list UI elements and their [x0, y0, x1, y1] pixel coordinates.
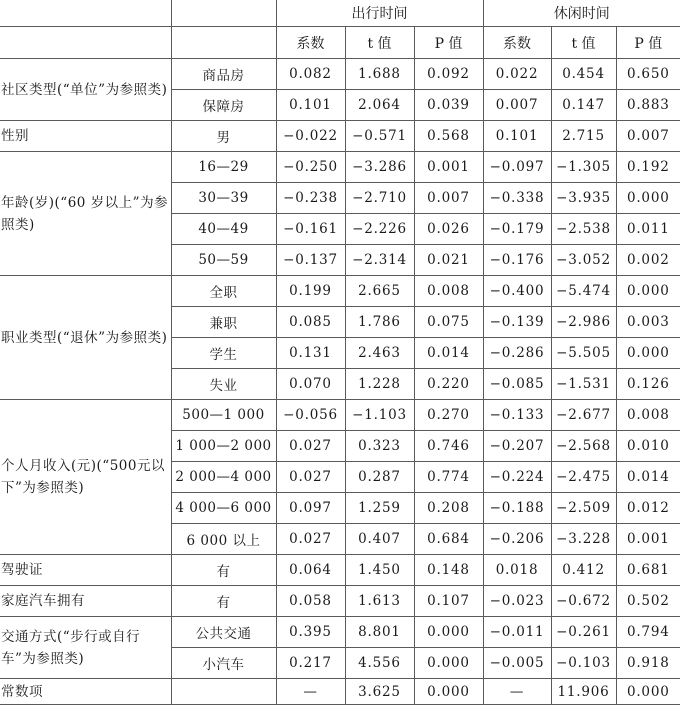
leisure-t-value-cell: 11.906	[551, 679, 616, 705]
leisure-coef-cell: −0.005	[483, 648, 551, 679]
table-row	[0, 152, 680, 183]
variable-label: 社区类型(“单位”为参照类)	[0, 59, 171, 121]
leisure-coef-cell: −0.224	[483, 462, 551, 493]
category-label: 兼职	[171, 307, 276, 338]
category-label: 4 000—6 000	[171, 493, 276, 524]
leisure-p-value-cell: 0.883	[616, 90, 680, 121]
travel-p-value-cell: 0.007	[414, 183, 483, 214]
header-blank	[0, 27, 171, 59]
travel-t-value-cell: −0.571	[345, 121, 414, 152]
leisure-coef-cell: −0.286	[483, 338, 551, 369]
leisure-coef-cell: −0.338	[483, 183, 551, 214]
leisure-t-value-cell: 2.715	[551, 121, 616, 152]
travel-p-value-cell: 0.039	[414, 90, 483, 121]
leisure-p-value-cell: 0.003	[616, 307, 680, 338]
leisure-p-value-cell: 0.192	[616, 152, 680, 183]
category-label: 50—59	[171, 245, 276, 276]
leisure-t-value-cell: 0.412	[551, 555, 616, 586]
leisure-coef-cell: −0.188	[483, 493, 551, 524]
travel-t-value-cell: 0.323	[345, 431, 414, 462]
leisure-p-value-cell: 0.010	[616, 431, 680, 462]
travel-t-value-cell: 0.287	[345, 462, 414, 493]
leisure-p-value-cell: 0.000	[616, 183, 680, 214]
travel-t-value-cell: −3.286	[345, 152, 414, 183]
travel-t-value-cell: 1.786	[345, 307, 414, 338]
category-label: 学生	[171, 338, 276, 369]
travel-p-value-cell: 0.000	[414, 648, 483, 679]
travel-coef-cell: 0.199	[276, 276, 345, 307]
travel-t-value-cell: 8.801	[345, 617, 414, 648]
leisure-p-value-cell: 0.126	[616, 369, 680, 400]
col-header-travel-coef: 系数	[276, 27, 345, 59]
category-label: 商品房	[171, 59, 276, 90]
travel-coef-cell: −0.056	[276, 400, 345, 431]
travel-coef-cell: 0.027	[276, 524, 345, 555]
travel-t-value-cell: 4.556	[345, 648, 414, 679]
travel-coef-cell: —	[276, 679, 345, 705]
category-label: 16—29	[171, 152, 276, 183]
header-blank	[171, 27, 276, 59]
travel-p-value-cell: 0.684	[414, 524, 483, 555]
travel-t-value-cell: 3.625	[345, 679, 414, 705]
category-label: 有	[171, 586, 276, 617]
category-label: 2 000—4 000	[171, 462, 276, 493]
travel-coef-cell: −0.238	[276, 183, 345, 214]
category-label: 男	[171, 121, 276, 152]
travel-p-value-cell: 0.774	[414, 462, 483, 493]
variable-label: 交通方式(“步行或自行车”为参照类)	[0, 617, 171, 679]
leisure-t-value-cell: −2.677	[551, 400, 616, 431]
travel-p-value-cell: 0.107	[414, 586, 483, 617]
leisure-p-value-cell: 0.502	[616, 586, 680, 617]
leisure-coef-cell: −0.207	[483, 431, 551, 462]
leisure-p-value-cell: 0.918	[616, 648, 680, 679]
leisure-t-value-cell: −2.475	[551, 462, 616, 493]
travel-coef-cell: 0.064	[276, 555, 345, 586]
group-header-leisure-time: 休闲时间	[483, 0, 680, 27]
travel-p-value-cell: 0.220	[414, 369, 483, 400]
travel-p-value-cell: 0.014	[414, 338, 483, 369]
table-row	[0, 555, 680, 586]
category-label: 失业	[171, 369, 276, 400]
leisure-coef-cell: −0.176	[483, 245, 551, 276]
travel-p-value-cell: 0.000	[414, 679, 483, 705]
travel-coef-cell: −0.161	[276, 214, 345, 245]
travel-t-value-cell: 1.259	[345, 493, 414, 524]
leisure-coef-cell: −0.133	[483, 400, 551, 431]
travel-t-value-cell: 1.688	[345, 59, 414, 90]
leisure-p-value-cell: 0.014	[616, 462, 680, 493]
leisure-t-value-cell: −2.538	[551, 214, 616, 245]
leisure-t-value-cell: 0.147	[551, 90, 616, 121]
travel-p-value-cell: 0.208	[414, 493, 483, 524]
travel-p-value-cell: 0.026	[414, 214, 483, 245]
travel-p-value-cell: 0.148	[414, 555, 483, 586]
leisure-t-value-cell: −0.261	[551, 617, 616, 648]
category-label: 全职	[171, 276, 276, 307]
header-row-columns	[0, 27, 680, 59]
travel-coef-cell: −0.137	[276, 245, 345, 276]
leisure-t-value-cell: −3.935	[551, 183, 616, 214]
travel-p-value-cell: 0.092	[414, 59, 483, 90]
leisure-coef-cell: −0.400	[483, 276, 551, 307]
travel-p-value-cell: 0.075	[414, 307, 483, 338]
travel-t-value-cell: 2.665	[345, 276, 414, 307]
travel-coef-cell: 0.058	[276, 586, 345, 617]
travel-p-value-cell: 0.568	[414, 121, 483, 152]
travel-coef-cell: 0.085	[276, 307, 345, 338]
travel-p-value-cell: 0.021	[414, 245, 483, 276]
leisure-t-value-cell: −2.568	[551, 431, 616, 462]
table-row	[0, 617, 680, 648]
leisure-p-value-cell: 0.000	[616, 276, 680, 307]
travel-t-value-cell: 1.613	[345, 586, 414, 617]
header-blank	[171, 0, 276, 27]
travel-p-value-cell: 0.270	[414, 400, 483, 431]
table-row	[0, 586, 680, 617]
category-label: 小汽车	[171, 648, 276, 679]
col-header-leisure-p: P 值	[616, 27, 680, 59]
travel-t-value-cell: 1.228	[345, 369, 414, 400]
leisure-coef-cell: —	[483, 679, 551, 705]
category-label: 6 000 以上	[171, 524, 276, 555]
travel-coef-cell: 0.027	[276, 431, 345, 462]
category-label: 有	[171, 555, 276, 586]
travel-p-value-cell: 0.008	[414, 276, 483, 307]
travel-coef-cell: 0.070	[276, 369, 345, 400]
leisure-t-value-cell: −2.986	[551, 307, 616, 338]
travel-t-value-cell: −2.710	[345, 183, 414, 214]
leisure-coef-cell: −0.097	[483, 152, 551, 183]
category-label: 500—1 000	[171, 400, 276, 431]
variable-label: 个人月收入(元)(“500元以下”为参照类)	[0, 400, 171, 555]
leisure-t-value-cell: −5.474	[551, 276, 616, 307]
leisure-coef-cell: 0.022	[483, 59, 551, 90]
travel-coef-cell: 0.217	[276, 648, 345, 679]
category-label: 保障房	[171, 90, 276, 121]
leisure-coef-cell: 0.018	[483, 555, 551, 586]
travel-t-value-cell: −1.103	[345, 400, 414, 431]
leisure-coef-cell: −0.011	[483, 617, 551, 648]
travel-p-value-cell: 0.001	[414, 152, 483, 183]
table-row	[0, 679, 680, 705]
leisure-t-value-cell: −1.305	[551, 152, 616, 183]
leisure-coef-cell: 0.101	[483, 121, 551, 152]
leisure-t-value-cell: −0.672	[551, 586, 616, 617]
travel-coef-cell: 0.131	[276, 338, 345, 369]
leisure-t-value-cell: −2.509	[551, 493, 616, 524]
variable-label: 性别	[0, 121, 171, 152]
travel-t-value-cell: 2.463	[345, 338, 414, 369]
leisure-coef-cell: 0.007	[483, 90, 551, 121]
variable-label: 年龄(岁)(“60 岁以上”为参照类)	[0, 152, 171, 276]
travel-coef-cell: 0.027	[276, 462, 345, 493]
leisure-p-value-cell: 0.002	[616, 245, 680, 276]
leisure-coef-cell: −0.023	[483, 586, 551, 617]
travel-coef-cell: −0.250	[276, 152, 345, 183]
variable-label: 常数项	[0, 679, 171, 705]
leisure-p-value-cell: 0.794	[616, 617, 680, 648]
table-row	[0, 276, 680, 307]
col-header-travel-t: t 值	[345, 27, 414, 59]
travel-coef-cell: −0.022	[276, 121, 345, 152]
variable-label: 职业类型(“退休”为参照类)	[0, 276, 171, 400]
travel-t-value-cell: 2.064	[345, 90, 414, 121]
col-header-leisure-coef: 系数	[483, 27, 551, 59]
leisure-t-value-cell: −1.531	[551, 369, 616, 400]
category-label: 公共交通	[171, 617, 276, 648]
leisure-p-value-cell: 0.007	[616, 121, 680, 152]
leisure-coef-cell: −0.139	[483, 307, 551, 338]
leisure-t-value-cell: 0.454	[551, 59, 616, 90]
leisure-coef-cell: −0.179	[483, 214, 551, 245]
group-header-travel-time: 出行时间	[276, 0, 483, 27]
variable-label: 家庭汽车拥有	[0, 586, 171, 617]
travel-coef-cell: 0.097	[276, 493, 345, 524]
table-row	[0, 121, 680, 152]
table-row	[0, 59, 680, 90]
travel-coef-cell: 0.101	[276, 90, 345, 121]
travel-p-value-cell: 0.746	[414, 431, 483, 462]
leisure-t-value-cell: −0.103	[551, 648, 616, 679]
travel-coef-cell: 0.395	[276, 617, 345, 648]
col-header-leisure-t: t 值	[551, 27, 616, 59]
travel-t-value-cell: −2.226	[345, 214, 414, 245]
leisure-p-value-cell: 0.000	[616, 679, 680, 705]
header-blank	[0, 0, 171, 27]
travel-t-value-cell: 1.450	[345, 555, 414, 586]
category-label: 30—39	[171, 183, 276, 214]
travel-t-value-cell: −2.314	[345, 245, 414, 276]
header-row-groups	[0, 0, 680, 27]
leisure-p-value-cell: 0.008	[616, 400, 680, 431]
category-label	[171, 679, 276, 705]
travel-p-value-cell: 0.000	[414, 617, 483, 648]
leisure-t-value-cell: −3.228	[551, 524, 616, 555]
leisure-p-value-cell: 0.000	[616, 338, 680, 369]
leisure-p-value-cell: 0.650	[616, 59, 680, 90]
leisure-t-value-cell: −5.505	[551, 338, 616, 369]
category-label: 1 000—2 000	[171, 431, 276, 462]
travel-coef-cell: 0.082	[276, 59, 345, 90]
leisure-coef-cell: −0.085	[483, 369, 551, 400]
leisure-p-value-cell: 0.681	[616, 555, 680, 586]
leisure-t-value-cell: −3.052	[551, 245, 616, 276]
leisure-p-value-cell: 0.011	[616, 214, 680, 245]
category-label: 40—49	[171, 214, 276, 245]
travel-t-value-cell: 0.407	[345, 524, 414, 555]
table-row	[0, 400, 680, 431]
leisure-coef-cell: −0.206	[483, 524, 551, 555]
col-header-travel-p: P 值	[414, 27, 483, 59]
leisure-p-value-cell: 0.012	[616, 493, 680, 524]
variable-label: 驾驶证	[0, 555, 171, 586]
leisure-p-value-cell: 0.001	[616, 524, 680, 555]
